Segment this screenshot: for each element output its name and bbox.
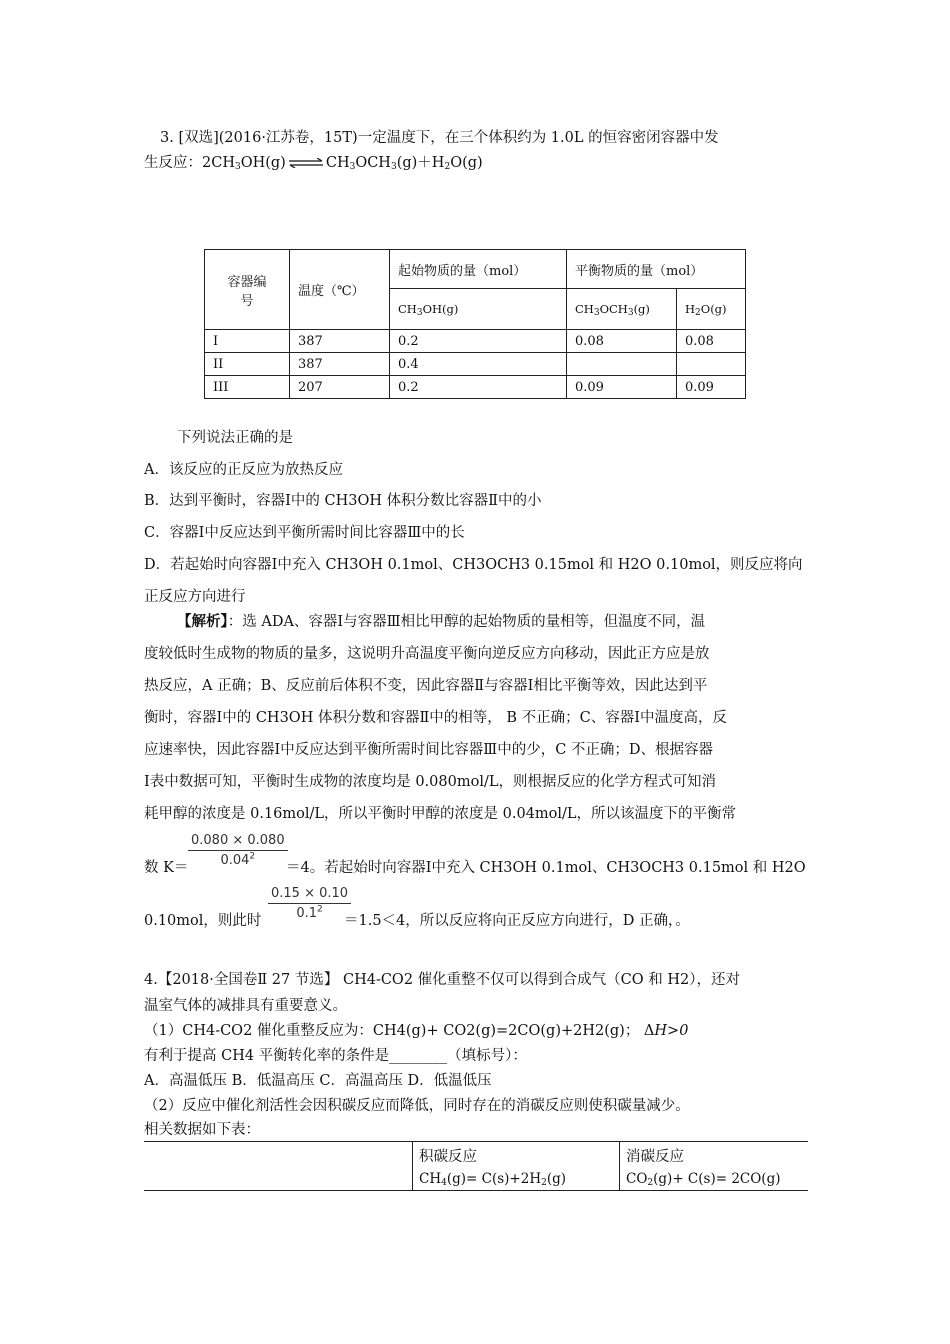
q3-line-2-prefix: 生反应： [144,155,202,171]
q3-line-1: 3. [双选](2016·江苏卷，15T)一定温度下，在三个体积约为 1.0L 的恒容密闭容器中发 [160,130,719,146]
analysis-line-9-prefix: 0.10mol，则此时 [144,913,262,929]
cell-ch3oh: 0.4 [390,353,567,376]
cell-h2o [677,353,746,376]
subheader-h2o: $H_2O(g)$ [677,289,746,330]
header-temperature: 温度（℃） [290,250,390,330]
cell-ch3oh: 0.2 [390,330,567,353]
cell-container-id: I [205,330,290,353]
analysis-line-6: Ⅰ表中数据可知，平衡时生成物的浓度均是 0.080mol/L，则根据反应的化学方程式可知消 [144,774,716,790]
q4-options: A．高温低压 B．低温高压 C．高温高压 D．低温低压 [144,1073,492,1089]
analysis-line-2: 度较低时生成物的物质的量多，这说明升高温度平衡向逆反应方向移动，因此正方应是放 [144,646,710,662]
fraction-q-denominator: $0.1^2$ [296,904,323,921]
cell-h2o: 0.09 [677,376,746,399]
q4-line-7: 相关数据如下表： [144,1122,260,1138]
cell-h2o: 0.08 [677,330,746,353]
cell-container-id: III [205,376,290,399]
header-initial-amount: 起始物质的量（mol） [390,250,567,289]
analysis-label: 【解析】 [177,613,228,630]
fraction-k-denominator: 0.04$^2$ [220,851,256,868]
table-row [205,353,746,376]
cell-temperature: 207 [290,376,390,399]
header-container-no: 容器编 号 [205,250,290,330]
subheader-ch3oh: $CH_3OH(g)$ [390,289,567,330]
product-formula: $CH_3OCH_3(g)+H_2O(g)$ [325,155,483,172]
cell-temperature: 387 [290,353,390,376]
fraction-q [268,886,351,921]
q4-line-3: （1）CH4-CO2 催化重整反应为：CH4(g)+ CO2(g)=2CO(g)+2H2(g)； ΔH>0 [144,1023,689,1039]
cell-ch3och3: 0.08 [567,330,677,353]
option-d-line-2: 正反应方向进行 [144,589,246,605]
option-a: A．该反应的正反应为放热反应 [144,462,343,478]
cell-ch3oh: 0.2 [390,376,567,399]
empty-cell [144,1142,413,1191]
q4-line-6: （2）反应中催化剂活性会因积碳反应而降低，同时存在的消碳反应则使积碳量减少。 [144,1098,690,1114]
equilibrium-data-table [204,249,746,399]
reactant-formula: $2CH_3OH(g)$ [202,155,286,172]
equilibrium-arrow-icon [288,158,324,168]
table-header-row [205,250,746,289]
q4-line-2: 温室气体的减排具有重要意义。 [144,998,347,1014]
q4-line-1: 4.【2018·全国卷Ⅱ 27 节选】 CH4-CO2 催化重整不仅可以得到合成气（CO 和 H2），还对 [144,972,740,988]
option-c: C．容器Ⅰ中反应达到平衡所需时间比容器Ⅲ中的长 [144,525,465,541]
analysis-line-8-prefix: 数 K＝ [144,860,189,876]
cell-ch3och3 [567,353,677,376]
header-equilibrium-amount: 平衡物质的量（mol） [567,250,746,289]
subheader-ch3och3: $CH_3OCH_3(g)$ [567,289,677,330]
cell-ch3och3: 0.09 [567,376,677,399]
q3-reaction-line [144,153,483,173]
analysis-line-3: 热反应，A 正确；B、反应前后体积不变，因此容器Ⅱ与容器Ⅰ相比平衡等效，因此达到平 [144,678,708,694]
header-carbon-deposition: 积碳反应 [413,1142,620,1167]
analysis-line-4: 衡时，容器Ⅰ中的 CH3OH 体积分数和容器Ⅱ中的相等， B 不正确；C、容器Ⅰ中温度高，反 [144,710,727,726]
option-d-line-1: D．若起始时向容器Ⅰ中充入 CH3OH 0.1mol、CH3OCH3 0.15mol 和 H2O 0.10mol，则反应将向 [144,557,803,573]
cell-removal-equation: $CO_2(g)+ C(s)= 2CO(g)$ [620,1166,809,1191]
analysis-line-9-suffix: ＝1.5＜4，所以反应将向正反应方向进行，D 正确，。 [344,913,690,929]
analysis-line-7: 耗甲醇的浓度是 0.16mol/L，所以平衡时甲醇的浓度是 0.04mol/L，所以该温度下的平衡常 [144,806,737,822]
q3-prompt: 下列说法正确的是 [177,430,293,446]
table-header-row [144,1142,808,1167]
fraction-k [188,833,288,868]
cell-temperature: 387 [290,330,390,353]
cell-deposition-equation: $CH_4(g)= C(s)+2H_2(g)$ [413,1166,620,1191]
table-row [205,330,746,353]
table-row [205,376,746,399]
analysis-line-5: 应速率快，因此容器Ⅰ中反应达到平衡所需时间比容器Ⅲ中的少，C 不正确；D、根据容器 [144,742,714,758]
cell-container-id: II [205,353,290,376]
header-carbon-removal: 消碳反应 [620,1142,809,1167]
option-b: B．达到平衡时，容器Ⅰ中的 CH3OH 体积分数比容器Ⅱ中的小 [144,493,542,509]
fraction-k-numerator: 0.080 × 0.080 [188,833,288,851]
analysis-line-8-suffix: ＝4。若起始时向容器Ⅰ中充入 CH3OH 0.1mol、CH3OCH3 0.15mol 和 H2O [286,860,806,876]
analysis-line-1: 【解析】：选 ADA、容器Ⅰ与容器Ⅲ相比甲醇的起始物质的量相等，但温度不同，温 [177,613,706,630]
fraction-q-numerator: 0.15 × 0.10 [268,886,351,904]
q4-line-4: 有利于提高 CH4 平衡转化率的条件是________（填标号）： [144,1048,527,1064]
carbon-reaction-table [144,1141,808,1191]
